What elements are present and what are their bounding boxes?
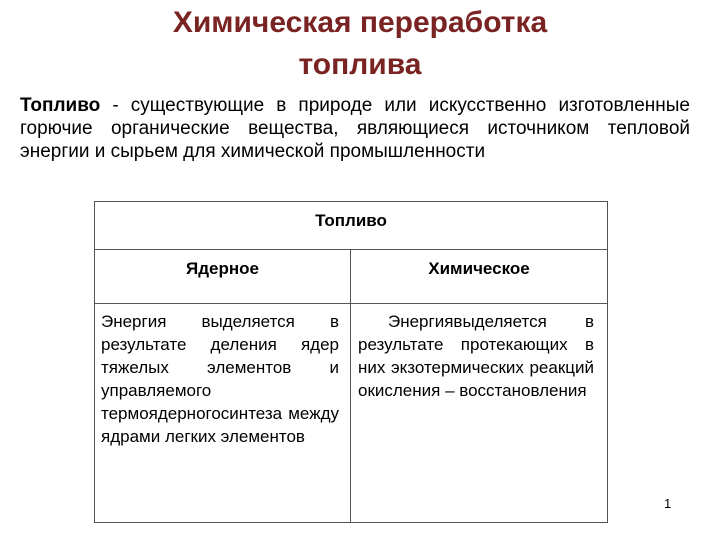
table-category-row bbox=[95, 250, 607, 304]
nuclear-description: Энергия выделяется в результате деления ядер тяжелых элементов и управляемого термоядерногосинтеза между ядрами легких элементов bbox=[101, 312, 339, 446]
table-column-divider bbox=[350, 250, 351, 523]
slide-title-line-1: Химическая переработка bbox=[172, 6, 548, 39]
definition-text: - существующие в природе или искусственно изготовленные горючие органические вещества, являющиеся источником тепловой энергии и сырьем для химической промышленности bbox=[20, 95, 690, 162]
chemical-description bbox=[358, 310, 594, 402]
chemical-description-text: Энергиявыделяется в результате протекающих в них экзотермических реакций окисления – восстановления bbox=[358, 312, 594, 400]
slide-title bbox=[0, 2, 720, 86]
page-number: 1 bbox=[664, 496, 672, 511]
fuel-definition bbox=[20, 94, 690, 163]
slide-title-line-2: топлива bbox=[298, 48, 422, 81]
table-header: Топливо bbox=[95, 202, 607, 250]
definition-term: Топливо bbox=[20, 95, 101, 116]
category-nuclear: Ядерное bbox=[186, 259, 259, 278]
fuel-classification-table bbox=[94, 201, 608, 523]
category-chemical: Химическое bbox=[428, 259, 530, 278]
